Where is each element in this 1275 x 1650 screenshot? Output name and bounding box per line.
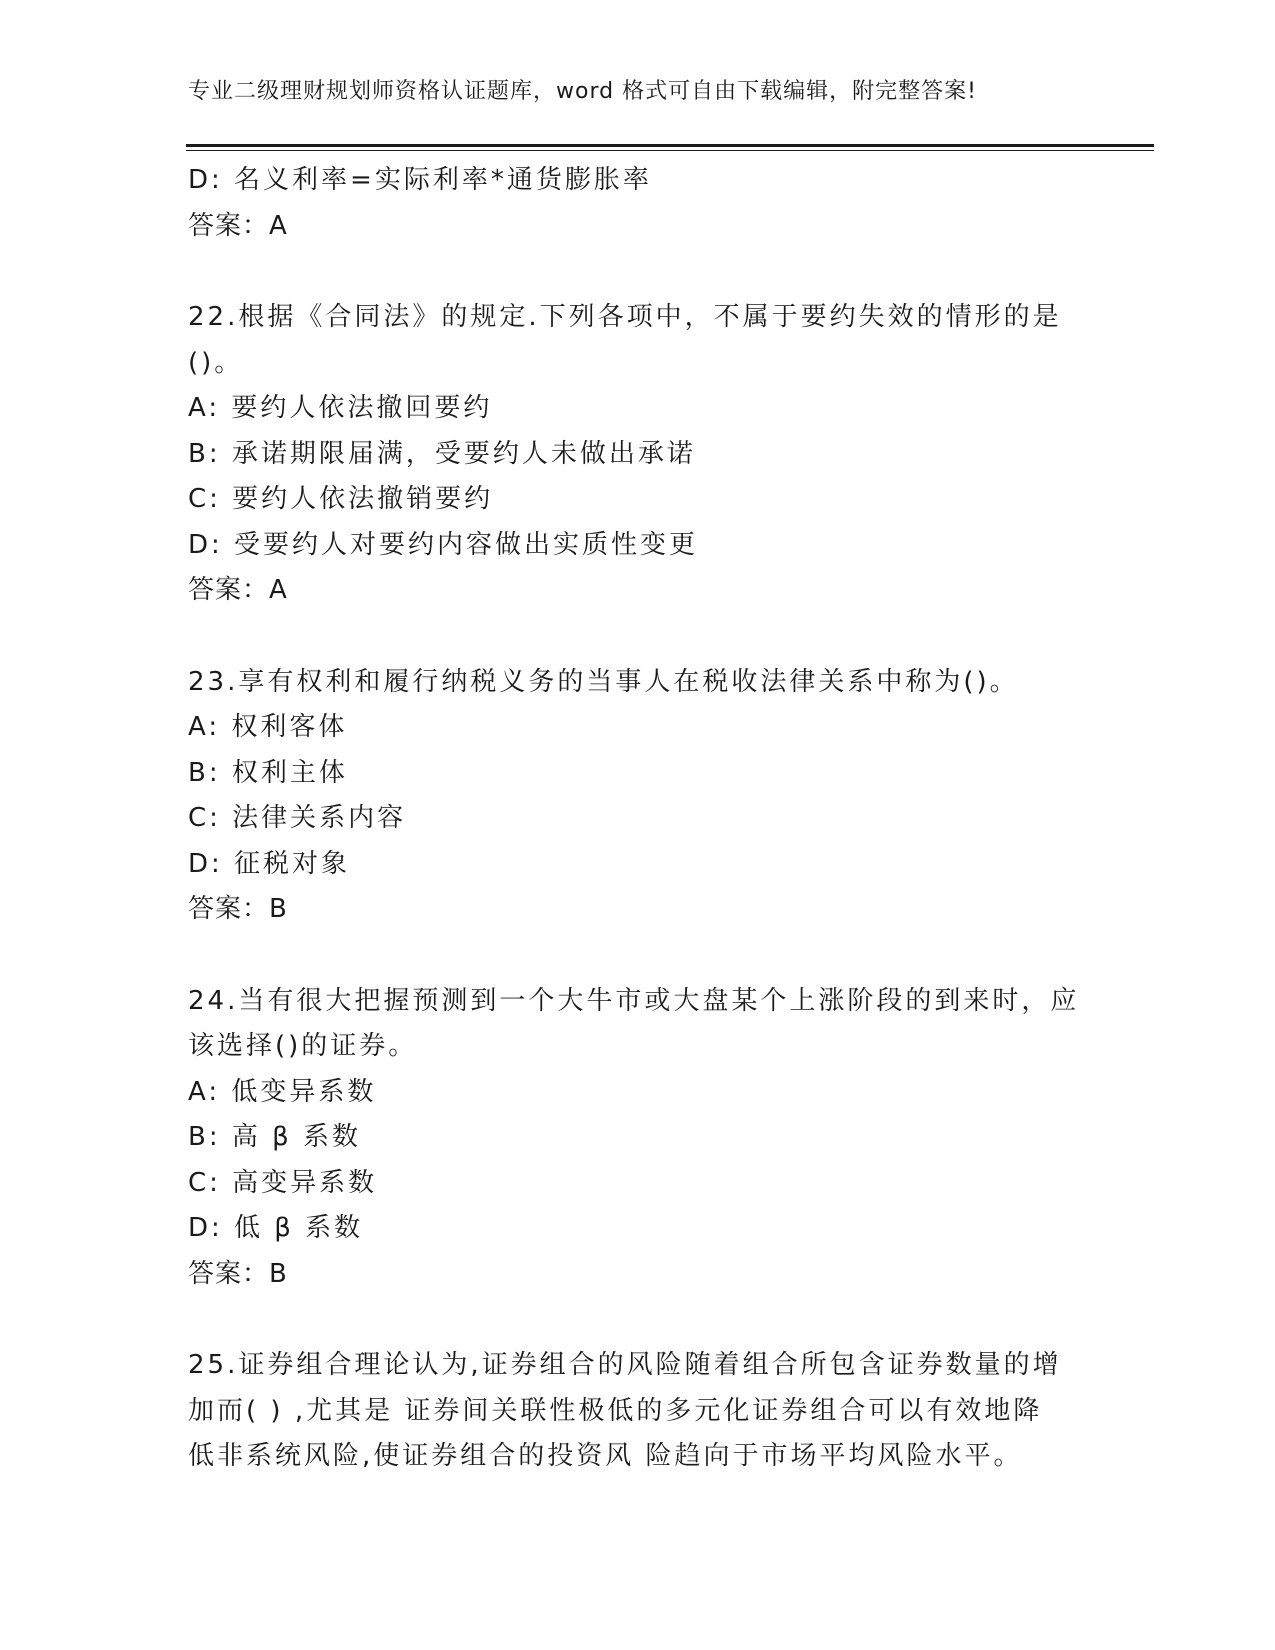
question-stem-cont: 加而( ) ,尤其是 证券间关联性极低的多元化证券组合可以有效地降 (188, 1395, 1043, 1426)
question-22 (188, 295, 1088, 614)
question-stem: 25.证券组合理论认为,证券组合的风险随着组合所包含证券数量的增 (188, 1350, 1062, 1380)
option-d: D: 名义利率=实际利率*通货膨胀率 (188, 165, 652, 195)
question-23 (188, 660, 1088, 933)
option-b: B: 高 β 系数 (188, 1122, 361, 1152)
answer-line: 答案：A (188, 575, 288, 605)
option-d: D: 征税对象 (188, 848, 351, 879)
question-stem: 22.根据《合同法》的规定.下列各项中，不属于要约失效的情形的是 (188, 302, 1062, 332)
option-d: D: 低 β 系数 (188, 1213, 364, 1243)
option-c: C: 要约人依法撤销要约 (188, 484, 494, 514)
option-a: A: 低变异系数 (188, 1076, 377, 1107)
question-stem: 23.享有权利和履行纳税义务的当事人在税收法律关系中称为()。 (188, 666, 1019, 697)
question-24 (188, 979, 1088, 1298)
option-c: C: 法律关系内容 (188, 803, 407, 833)
header-divider-thick (186, 144, 1154, 147)
question-stem-cont: 低非系统风险,使证券组合的投资风 险趋向于市场平均风险水平。 (188, 1441, 1023, 1471)
option-a: A: 要约人依法撤回要约 (188, 393, 493, 423)
option-a: A: 权利客体 (188, 712, 348, 742)
question-stem-cont: 该选择()的证券。 (188, 1031, 418, 1061)
option-d: D: 受要约人对要约内容做出实质性变更 (188, 529, 699, 560)
page-header: 专业二级理财规划师资格认证题库，word 格式可自由下载编辑，附完整答案! (188, 79, 977, 104)
document-body (188, 158, 1088, 1480)
answer-line: 答案：A (188, 210, 288, 241)
answer-line: 答案：B (188, 1258, 288, 1289)
answer-line: 答案：B (188, 894, 288, 924)
option-c: C: 高变异系数 (188, 1167, 378, 1198)
option-b: B: 权利主体 (188, 757, 348, 788)
option-b: B: 承诺期限届满，受要约人未做出承诺 (188, 438, 696, 469)
question-stem: 24.当有很大把握预测到一个大牛市或大盘某个上涨阶段的到来时，应 (188, 985, 1080, 1016)
previous-question-tail (188, 158, 1088, 249)
header-divider-thin (186, 150, 1154, 151)
question-25 (188, 1343, 1088, 1480)
question-stem-cont: ()。 (188, 347, 244, 378)
